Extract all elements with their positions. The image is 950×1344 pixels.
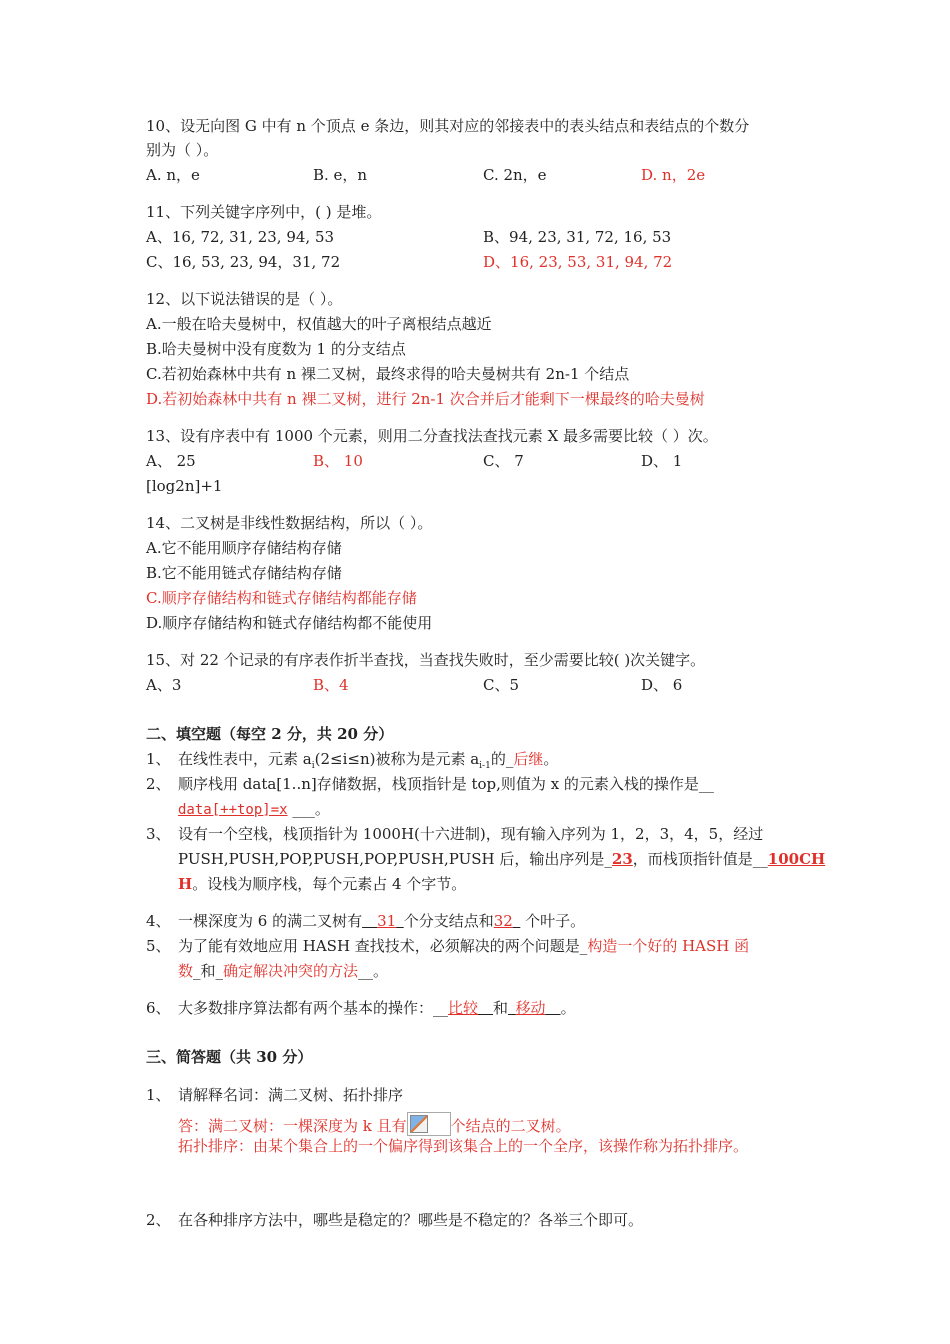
fill-5-text-pre: 为了能有效地应用 HASH 查找技术，必须解决的两个问题是_ xyxy=(178,937,588,955)
fill-2-text: 顺序栈用 data[1..n]存储数据，栈顶指针是 top,则值为 x 的元素入栈的操作是__ xyxy=(178,775,714,793)
q11-stem: 11、下列关键字序列中，( ) 是堆。 xyxy=(146,203,382,221)
fill-3-text-line2a: PUSH,PUSH,POP,PUSH,POP,PUSH,PUSH 后，输出序列是_ xyxy=(178,850,612,868)
q13-option-c: C、 7 xyxy=(483,452,524,470)
fill-1-subscript-i: i xyxy=(311,761,315,771)
q12-stem: 12、以下说法错误的是（ ）。 xyxy=(146,290,343,308)
fill-5-answer-2: 确定解决冲突的方法 xyxy=(223,962,359,980)
short-answer-2-text: 在各种排序方法中，哪些是稳定的？哪些是不稳定的？各举三个即可。 xyxy=(178,1211,644,1229)
q10-option-c: C. 2n，e xyxy=(483,166,547,184)
q13-note: [log2n]+1 xyxy=(146,477,223,495)
fill-1-text-pre: 在线性表中，元素 a xyxy=(178,750,312,768)
fill-5-line2 xyxy=(178,961,388,981)
fill-4-text-pre: 一棵深度为 6 的满二叉树有 xyxy=(178,912,363,930)
q13-stem: 13、设有序表中有 1000 个元素，则用二分查找法查找元素 X 最多需要比较（ ）次。 xyxy=(146,427,718,445)
fill-2-answer: data[++top]=x xyxy=(178,802,288,818)
short-answer-1-answer-line2: 拓扑排序：由某个集合上的一个偏序得到该集合上的一个全序，该操作称为拓扑排序。 xyxy=(178,1137,749,1155)
fill-6-answer-2: 移动 xyxy=(515,999,546,1017)
q14-option-d: D.顺序存储结构和链式存储结构都不能使用 xyxy=(146,614,433,632)
fill-3-line3 xyxy=(178,874,466,894)
fill-1-subscript-i-1: i-1 xyxy=(479,761,491,771)
fill-6-number: 6、 xyxy=(146,999,171,1017)
fill-1 xyxy=(146,749,558,776)
fill-3-answer-2: 100CH xyxy=(767,850,826,868)
fill-6-text-pre: 大多数排序算法都有两个基本的操作：__ xyxy=(178,999,449,1017)
fill-2-line2 xyxy=(178,799,330,820)
q10-stem-line1: 10、设无向图 G 中有 n 个顶点 e 条边，则其对应的邻接表中的表头结点和表结点的个数分 xyxy=(146,117,750,135)
q13-option-d: D、 1 xyxy=(641,452,683,470)
fill-5-text-mid: _和_ xyxy=(193,962,224,980)
fill-2-end: ___。 xyxy=(287,800,330,818)
fill-5-number: 5、 xyxy=(146,937,171,955)
q15-option-d: D、 6 xyxy=(641,676,683,694)
q11-option-b: B、94, 23, 31, 72, 16, 53 xyxy=(483,228,672,246)
fill-4-answer-2: 32 xyxy=(493,912,513,930)
q15-option-c: C、5 xyxy=(483,676,520,694)
fill-1-text-post: 的_ xyxy=(490,750,514,768)
q15-option-b-answer: B、4 xyxy=(313,676,349,694)
short-answer-1-question xyxy=(146,1085,403,1105)
q10-option-b: B. e，n xyxy=(313,166,368,184)
fill-4 xyxy=(146,911,585,931)
fill-1-number: 1、 xyxy=(146,750,171,768)
section2-title: 二、填空题（每空 2 分，共 20 分） xyxy=(146,725,394,743)
q14-option-b: B.它不能用链式存储结构存储 xyxy=(146,564,342,582)
fill-3-line2 xyxy=(178,849,825,869)
short-answer-1-answer-post: 个结点的二叉树。 xyxy=(450,1117,571,1135)
fill-4-number: 4、 xyxy=(146,912,171,930)
q14-option-c-answer: C.顺序存储结构和链式存储结构都能存储 xyxy=(146,589,417,607)
short-answer-2-question xyxy=(146,1210,643,1230)
fill-1-answer: 后继 xyxy=(513,750,544,768)
fill-6-end: 。 xyxy=(560,999,576,1017)
short-answer-1-answer-line1 xyxy=(178,1112,571,1136)
formula-image-icon xyxy=(407,1112,451,1136)
q10-option-d-answer: D. n，2e xyxy=(641,166,706,184)
fill-3-answer-2-tail: H xyxy=(178,875,193,893)
fill-5-line1 xyxy=(146,936,749,956)
short-answer-2-number: 2、 xyxy=(146,1211,171,1229)
q12-option-b: B.哈夫曼树中没有度数为 1 的分支结点 xyxy=(146,340,406,358)
fill-2-line1 xyxy=(146,774,714,794)
fill-4-text-post: 个叶子。 xyxy=(520,912,586,930)
fill-3-number: 3、 xyxy=(146,825,171,843)
q14-stem: 14、二叉树是非线性数据结构，所以（ ）。 xyxy=(146,514,433,532)
q14-option-a: A.它不能用顺序存储结构存储 xyxy=(146,539,342,557)
fill-2-number: 2、 xyxy=(146,775,171,793)
fill-3-text-line2b: ，而栈顶指针值是__ xyxy=(632,850,768,868)
q10-option-a: A. n，e xyxy=(146,166,200,184)
fill-3-text-line1: 设有一个空栈，栈顶指针为 1000H(十六进制)，现有输入序列为 1，2，3，4，5，经过 xyxy=(178,825,764,843)
q13-option-b-answer: B、 10 xyxy=(313,452,363,470)
q12-option-d-answer: D.若初始森林中共有 n 裸二叉树，进行 2n-1 次合并后才能剩下一棵最终的哈夫曼树 xyxy=(146,390,705,408)
short-answer-1-answer-pre: 答：满二叉树：一棵深度为 k 且有 xyxy=(178,1117,407,1135)
fill-6 xyxy=(146,998,576,1018)
q11-option-a: A、16, 72, 31, 23, 94, 53 xyxy=(146,228,335,246)
fill-1-text-mid: (2≤i≤n)被称为是元素 a xyxy=(314,750,480,768)
fill-6-text-mid: 和 xyxy=(493,999,509,1017)
fill-3-answer-1: 23 xyxy=(611,850,633,868)
fill-1-end: 。 xyxy=(543,750,559,768)
fill-4-text-mid: 个分支结点和 xyxy=(403,912,494,930)
q12-option-c: C.若初始森林中共有 n 裸二叉树，最终求得的哈夫曼树共有 2n-1 个结点 xyxy=(146,365,630,383)
short-answer-1-text: 请解释名词：满二叉树、拓扑排序 xyxy=(178,1086,404,1104)
q12-option-a: A.一般在哈夫曼树中，权值越大的叶子离根结点越近 xyxy=(146,315,492,333)
q11-option-c: C、16, 53, 23, 94，31, 72 xyxy=(146,253,341,271)
fill-5-answer-1: 构造一个好的 HASH 函 xyxy=(587,937,750,955)
fill-4-answer-1: 31 xyxy=(377,912,397,930)
fill-3-text-line3: 。设栈为顺序栈，每个元素占 4 个字节。 xyxy=(192,875,467,893)
q13-option-a: A、 25 xyxy=(146,452,196,470)
section3-title: 三、简答题（共 30 分） xyxy=(146,1048,313,1066)
fill-5-answer-1-tail: 数 xyxy=(178,962,194,980)
fill-6-answer-1: 比较 xyxy=(448,999,479,1017)
fill-5-end: __。 xyxy=(358,962,389,980)
short-answer-1-number: 1、 xyxy=(146,1086,171,1104)
q15-stem: 15、对 22 个记录的有序表作折半查找，当查找失败时，至少需要比较( )次关键字。 xyxy=(146,651,706,669)
q11-option-d-answer: D、16, 23, 53, 31, 94, 72 xyxy=(483,253,673,271)
fill-3-line1 xyxy=(146,824,763,844)
q10-stem-line2: 别为（ ）。 xyxy=(146,141,219,159)
q15-option-a: A、3 xyxy=(146,676,182,694)
